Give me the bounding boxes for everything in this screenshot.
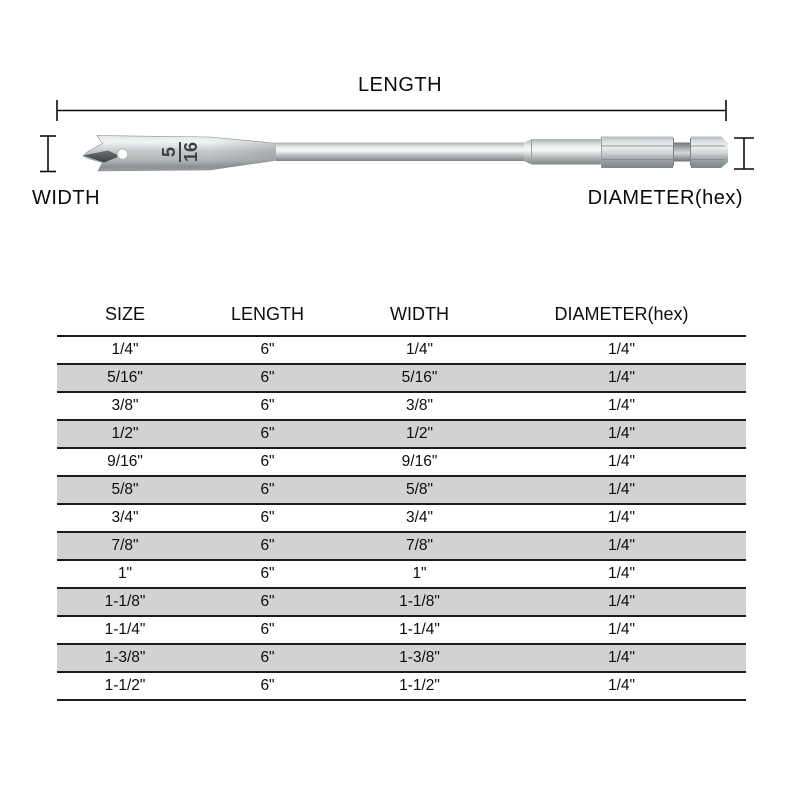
size-table xyxy=(57,294,746,701)
stamp-denominator: 16 xyxy=(181,141,201,163)
hex-end-cap xyxy=(691,137,728,169)
table-cell: 6" xyxy=(260,593,275,610)
table-cell: 5/16" xyxy=(107,369,143,386)
table-row xyxy=(57,337,746,365)
column-header-length: LENGTH xyxy=(230,304,304,324)
table-cell: 1/4" xyxy=(111,341,139,358)
table-cell: 3/8" xyxy=(405,397,434,414)
table-row xyxy=(57,365,746,393)
table-cell: 1/2" xyxy=(405,425,434,442)
table-cell: 1/4" xyxy=(607,649,636,666)
table-cell: 1-3/8" xyxy=(399,649,440,666)
table-cell: 6" xyxy=(260,341,275,358)
drill-bit-figure xyxy=(0,0,800,260)
table-cell: 6" xyxy=(260,425,275,442)
table-cell: 1/4" xyxy=(607,453,636,470)
length-dimension-label: LENGTH xyxy=(357,74,443,96)
hex-shank xyxy=(601,137,673,169)
table-cell: 6" xyxy=(260,481,275,498)
table-cell: 6" xyxy=(260,649,275,666)
column-header-size: SIZE xyxy=(104,304,145,324)
quick-change-groove xyxy=(673,143,691,162)
table-cell: 1-1/2" xyxy=(399,677,440,694)
table-cell: 6" xyxy=(260,397,275,414)
table-cell: 1-1/8" xyxy=(399,593,440,610)
column-header-diameter: DIAMETER(hex) xyxy=(554,304,689,324)
size-table-header xyxy=(57,294,746,337)
table-row xyxy=(57,617,746,645)
size-table-body xyxy=(57,337,746,701)
drill-bit-illustration xyxy=(0,0,800,260)
table-cell: 1" xyxy=(412,565,427,582)
table-cell: 1-1/4" xyxy=(104,621,146,638)
table-cell: 1/4" xyxy=(607,537,636,554)
table-cell: 6" xyxy=(260,369,275,386)
round-shank xyxy=(276,143,532,162)
table-cell: 1/4" xyxy=(607,621,636,638)
table-row xyxy=(57,393,746,421)
table-cell: 6" xyxy=(260,509,275,526)
table-row xyxy=(57,449,746,477)
table-cell: 1/4" xyxy=(607,677,636,694)
table-cell: 1/4" xyxy=(607,369,636,386)
table-cell: 3/8" xyxy=(111,397,139,414)
width-dimension-bracket xyxy=(40,136,56,172)
table-cell: 3/4" xyxy=(111,509,139,526)
length-dimension-line xyxy=(57,100,726,121)
diameter-dimension-bracket xyxy=(734,138,754,169)
table-cell: 1/4" xyxy=(607,397,636,414)
table-cell: 6" xyxy=(260,565,275,582)
table-cell: 1/2" xyxy=(111,425,139,442)
table-row xyxy=(57,589,746,617)
table-cell: 1/4" xyxy=(607,425,636,442)
table-cell: 1" xyxy=(117,565,133,582)
table-row xyxy=(57,561,746,589)
table-cell: 1-1/4" xyxy=(399,621,440,638)
table-cell: 7/8" xyxy=(111,537,139,554)
table-cell: 1-3/8" xyxy=(104,649,146,666)
table-row xyxy=(57,477,746,505)
table-row xyxy=(57,673,746,701)
table-cell: 9/16" xyxy=(401,453,438,470)
table-row xyxy=(57,533,746,561)
table-cell: 6" xyxy=(260,537,275,554)
table-cell: 6" xyxy=(260,621,275,638)
column-header-width: WIDTH xyxy=(390,304,449,324)
stamp-numerator: 5 xyxy=(159,147,179,158)
table-cell: 9/16" xyxy=(107,453,143,470)
table-row xyxy=(57,645,746,673)
table-cell: 1/4" xyxy=(607,509,636,526)
diameter-dimension-label: DIAMETER(hex) xyxy=(587,187,743,209)
width-dimension-label: WIDTH xyxy=(32,187,101,209)
table-row xyxy=(57,505,746,533)
table-cell: 1-1/2" xyxy=(104,677,146,694)
table-cell: 3/4" xyxy=(405,509,434,526)
shank-collar xyxy=(531,139,602,165)
shank-flare xyxy=(524,139,532,165)
table-cell: 1/4" xyxy=(607,565,636,582)
table-cell: 1-1/8" xyxy=(104,593,146,610)
table-cell: 7/8" xyxy=(405,537,434,554)
table-cell: 1/4" xyxy=(607,341,636,358)
table-row xyxy=(57,421,746,449)
table-cell: 5/16" xyxy=(401,369,438,386)
blade-hole xyxy=(117,149,128,160)
table-cell: 6" xyxy=(260,453,275,470)
table-cell: 5/8" xyxy=(111,481,139,498)
table-cell: 5/8" xyxy=(405,481,434,498)
table-cell: 6" xyxy=(260,677,275,694)
table-cell: 1/4" xyxy=(607,481,636,498)
table-cell: 1/4" xyxy=(405,341,434,358)
table-cell: 1/4" xyxy=(607,593,636,610)
